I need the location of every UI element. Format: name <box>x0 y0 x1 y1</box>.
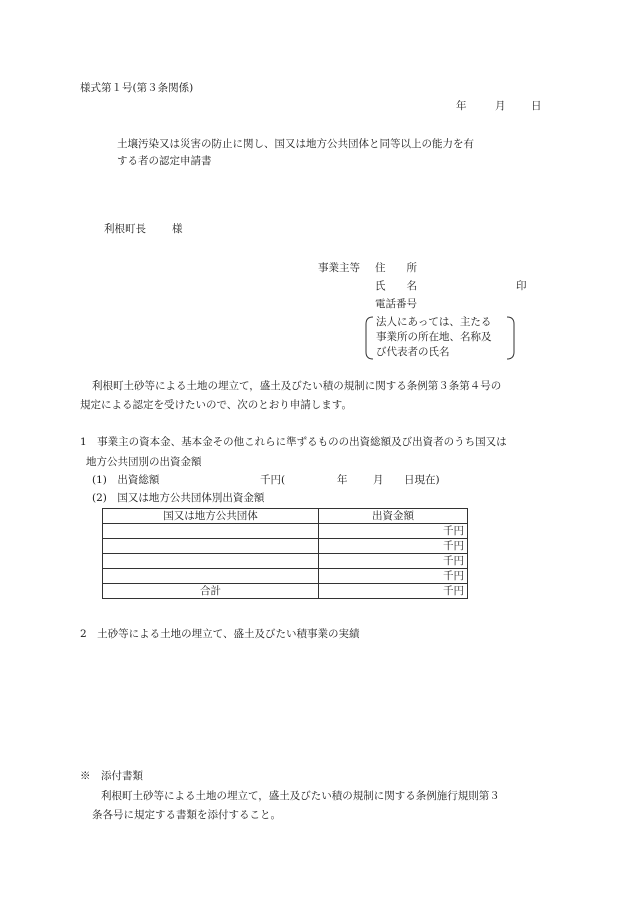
corporation-note-line-3: び代表者の氏名 <box>376 346 450 358</box>
table-row <box>103 554 468 569</box>
investment-by-entity-label: (2) 国又は地方公共団体別出資金額 <box>92 492 265 504</box>
attachment-line-2: 条各号に規定する書類を添付すること。 <box>92 809 281 821</box>
table-header-row <box>103 509 468 524</box>
section-1-heading-line-2: 地方公共団別の出資金額 <box>86 456 202 468</box>
table-cell-amount: 千円 <box>319 524 468 539</box>
seal-label: 印 <box>516 280 527 292</box>
table-row <box>103 539 468 554</box>
corporation-note-line-2: 事業所の所在地、名称及 <box>376 331 492 343</box>
table-cell-amount: 千円 <box>319 539 468 554</box>
section-1-heading-line-1: 1 事業主の資本金、基本金その他これらに準ずるものの出資総額及び出資者のうち国又は <box>80 436 507 448</box>
addressee-honorific: 様 <box>172 223 183 235</box>
as-of-month-label: 月 <box>373 474 384 486</box>
title-line-2: する者の認定申請書 <box>117 155 212 167</box>
applicant-label: 事業主等 <box>318 262 360 274</box>
table-total-label: 合計 <box>103 584 319 599</box>
corporation-note-line-1: 法人にあっては、主たる <box>376 316 492 328</box>
title-line-1: 土壌汚染又は災害の防止に関し、国又は地方公共団体と同等以上の能力を有 <box>117 138 474 150</box>
total-investment-label: (1) 出資総額 <box>92 474 160 486</box>
table-cell-amount: 千円 <box>319 569 468 584</box>
date-month-label: 月 <box>495 100 506 112</box>
name-label: 氏 名 <box>375 280 417 292</box>
table-row <box>103 524 468 539</box>
attachment-line-1: 利根町土砂等による土地の埋立て，盛土及びたい積の規制に関する条例施行規則第３ <box>101 790 500 802</box>
phone-label: 電話番号 <box>375 298 417 310</box>
form-number: 様式第１号(第３条関係) <box>80 82 194 94</box>
as-of-year-label: 年 <box>337 474 348 486</box>
table-cell-amount: 千円 <box>319 554 468 569</box>
table-header-amount: 出資金額 <box>319 509 468 524</box>
date-day-label: 日 <box>531 100 542 112</box>
right-bracket-icon <box>506 316 516 360</box>
date-year-label: 年 <box>456 100 467 112</box>
as-of-day-label: 日現在) <box>404 474 440 486</box>
body-line-2: 規定による認定を受けたいので、次のとおり申請します。 <box>80 399 352 411</box>
addressee-name: 利根町長 <box>104 223 146 235</box>
address-label: 住 所 <box>375 262 417 274</box>
left-bracket-icon <box>364 316 374 360</box>
table-cell-entity <box>103 524 319 539</box>
total-investment-unit: 千円( <box>260 474 286 486</box>
investment-table <box>102 508 468 599</box>
table-row <box>103 569 468 584</box>
section-2-heading: 2 土砂等による土地の埋立て、盛土及びたい積事業の実績 <box>80 628 360 640</box>
table-header-entity: 国又は地方公共団体 <box>103 509 319 524</box>
body-line-1: 利根町土砂等による土地の埋立て，盛土及びたい積の規制に関する条例第３条第４号の <box>92 380 502 392</box>
attachment-heading: ※ 添付書類 <box>80 770 143 782</box>
table-total-row <box>103 584 468 599</box>
table-cell-entity <box>103 569 319 584</box>
table-total-amount: 千円 <box>319 584 468 599</box>
table-cell-entity <box>103 539 319 554</box>
table-cell-entity <box>103 554 319 569</box>
